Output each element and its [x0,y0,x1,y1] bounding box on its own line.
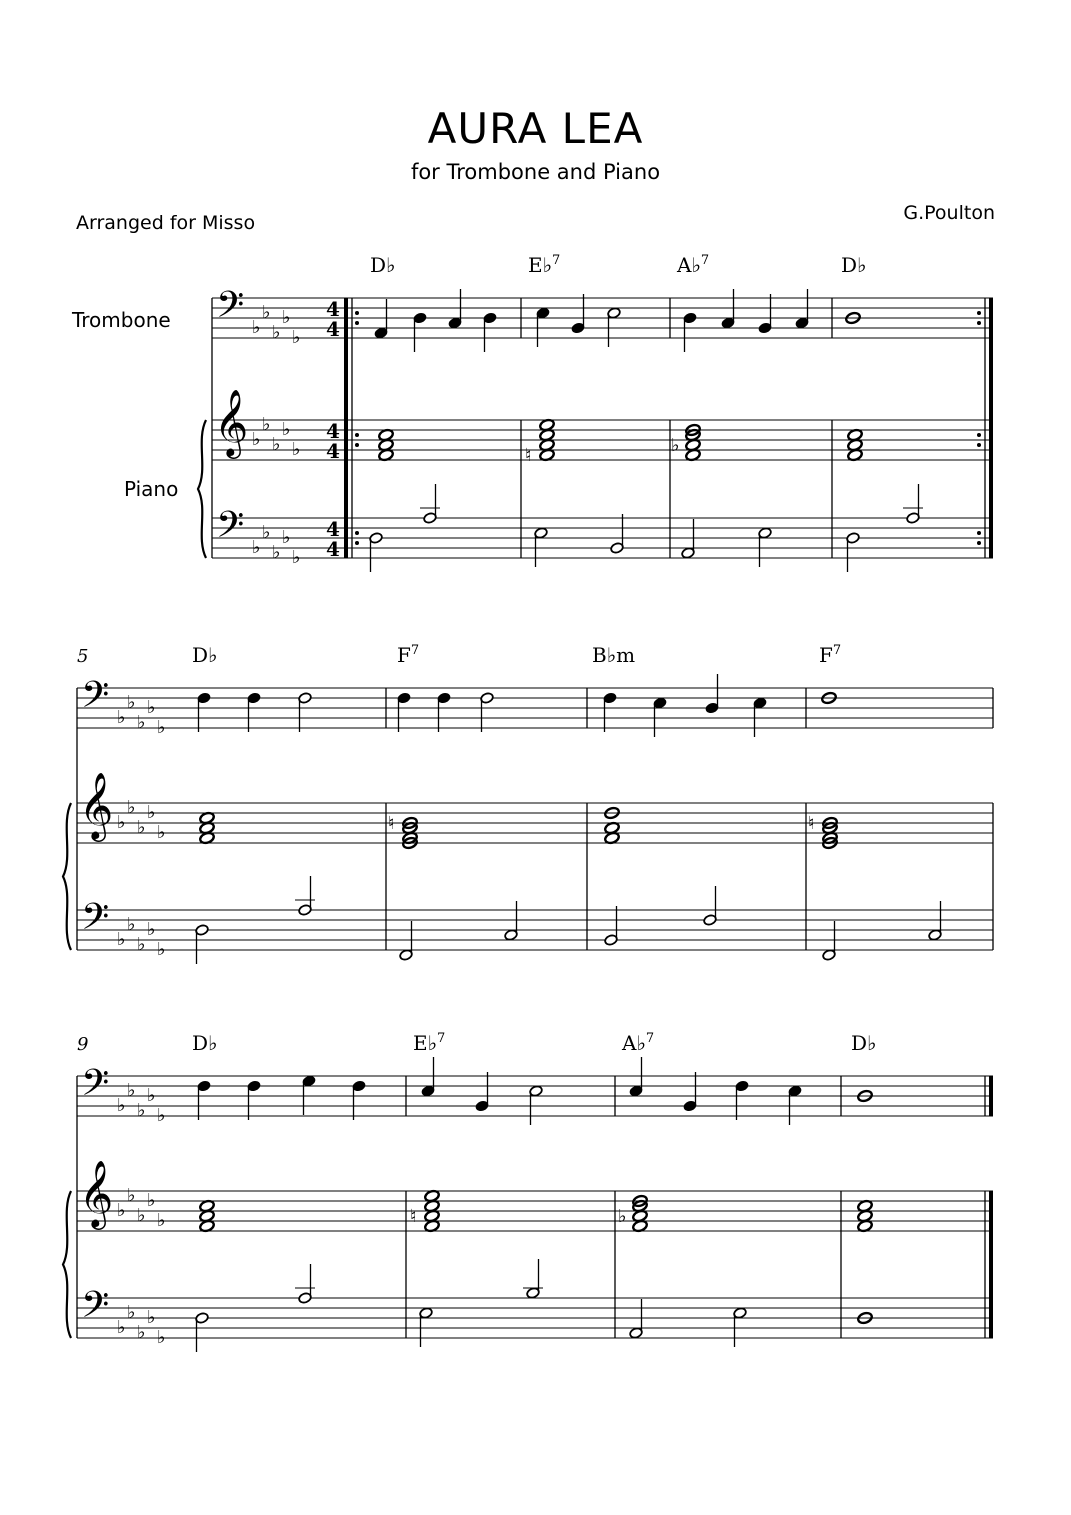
note [419,1307,433,1347]
key-flat: ♭ [262,414,271,435]
note [195,924,209,964]
note [822,921,836,961]
chord-symbol: $F^7$ [397,643,420,667]
flat-sign: ♭ [618,1206,627,1227]
final-thick-bar [989,1191,993,1338]
repeat-dot [977,321,981,325]
key-flat: ♭ [117,929,126,950]
time-signature-upper: 4 [326,297,340,321]
note [846,532,860,572]
note [437,692,451,732]
key-flat: ♭ [292,439,301,460]
note [197,692,211,732]
key-flat: ♭ [262,302,271,323]
key-flat: ♭ [292,327,301,348]
note [536,307,550,347]
key-flat: ♭ [137,1322,146,1343]
chord-notes [857,1199,873,1232]
time-signature-lower: 4 [326,439,340,463]
note [928,901,942,941]
key-flat: ♭ [117,812,126,833]
note [703,886,717,926]
repeat-dot [355,311,359,315]
chord-symbol: E♭$^7$ [528,253,561,277]
chord-symbol: E♭$^7$ [413,1031,446,1055]
key-flat: ♭ [147,1190,156,1211]
key-flat: ♭ [272,542,281,563]
key-flat: ♭ [117,707,126,728]
note [571,294,585,334]
time-signature-upper: 4 [326,419,340,443]
time-signature-upper: 4 [326,517,340,541]
key-flat: ♭ [117,1095,126,1116]
chord-notes [847,428,863,461]
note [529,1085,543,1125]
key-flat: ♭ [137,1205,146,1226]
chord-symbol: $F^7$ [819,643,842,667]
key-flat: ♭ [117,1200,126,1221]
key-flat: ♭ [252,317,261,338]
note [795,289,809,329]
repeat-dot [355,443,359,447]
chord-symbol: B♭m [592,643,636,667]
bass-clef: 𝄢 [81,896,110,947]
chord-notes [525,418,555,466]
chord-notes [378,428,394,461]
note [629,1299,643,1339]
final-thick-bar [989,1076,993,1116]
key-flat: ♭ [127,914,136,935]
note [735,1080,749,1120]
key-flat: ♭ [282,307,291,328]
repeat-dot [355,321,359,325]
note [483,312,497,352]
treble-clef: 𝄞 [79,771,114,839]
note [197,1080,211,1120]
repeat-dot [355,541,359,545]
note [721,289,735,329]
time-signature-lower: 4 [326,317,340,341]
chord-symbol: A♭$^7$ [677,253,710,277]
key-flat: ♭ [147,802,156,823]
note [448,289,462,329]
bass-clef: 𝄢 [81,1062,110,1113]
chord-notes [199,811,215,844]
trombone-label: Trombone [72,308,171,332]
key-flat: ♭ [127,1080,136,1101]
key-flat: ♭ [157,939,166,960]
time-signature-lower: 4 [326,537,340,561]
note [758,527,772,567]
key-flat: ♭ [157,1105,166,1126]
note [399,921,413,961]
note [195,1312,209,1352]
key-flat: ♭ [272,322,281,343]
chord-symbol: D♭ [841,253,867,277]
note [534,527,548,567]
key-flat: ♭ [262,522,271,543]
note [683,312,697,352]
note [298,692,312,732]
key-flat: ♭ [137,1100,146,1121]
natural-sign: ♮ [410,1206,417,1227]
note [247,692,261,732]
note [629,1057,643,1097]
key-flat: ♭ [147,1307,156,1328]
key-flat: ♭ [147,697,156,718]
note [681,519,695,559]
note [504,901,518,941]
treble-clef: 𝄞 [214,388,249,456]
note [607,307,621,347]
key-flat: ♭ [252,537,261,558]
measure-number: 5 [77,646,89,667]
repeat-dot [977,541,981,545]
key-flat: ♭ [282,527,291,548]
bass-clef: 𝄢 [216,504,245,555]
chord-symbol: A♭$^7$ [622,1031,655,1055]
piano-brace [198,420,206,558]
chord-notes [808,813,838,850]
repeat-dot [355,433,359,437]
note [788,1085,802,1125]
key-flat: ♭ [147,919,156,940]
key-flat: ♭ [137,934,146,955]
chord-notes [604,806,620,844]
key-flat: ♭ [147,1085,156,1106]
note [604,906,618,946]
repeat-thick-bar [344,298,348,558]
key-flat: ♭ [127,797,136,818]
repeat-dot [977,531,981,535]
key-flat: ♭ [117,1317,126,1338]
bass-clef: 𝄢 [216,284,245,335]
repeat-dot [977,433,981,437]
chord-notes [671,423,701,461]
natural-sign: ♮ [525,445,532,466]
note [610,514,624,554]
note [421,1057,435,1097]
score-subtitle: for Trombone and Piano [410,160,661,184]
bass-clef: 𝄢 [81,1284,110,1335]
key-flat: ♭ [272,434,281,455]
note [603,692,617,732]
measure-number: 9 [77,1034,89,1055]
repeat-thick-bar [989,298,993,558]
piano-brace [63,1191,71,1338]
natural-sign: ♮ [808,813,815,834]
key-flat: ♭ [252,429,261,450]
key-flat: ♭ [292,547,301,568]
chord-symbol: D♭ [851,1031,877,1055]
composer-credit: G.Poulton [903,202,995,224]
flat-sign: ♭ [671,435,680,456]
key-flat: ♭ [157,822,166,843]
piano-brace [63,803,71,950]
note [753,697,767,737]
repeat-dot [977,443,981,447]
note [302,1075,316,1115]
key-flat: ♭ [127,1185,136,1206]
note [705,674,719,714]
repeat-dot [977,311,981,315]
note [683,1072,697,1112]
chord-notes [199,1199,215,1232]
score-title: AURA LEA [427,104,644,153]
note [653,697,667,737]
chord-symbol: D♭ [192,1031,218,1055]
note [352,1080,366,1120]
key-flat: ♭ [127,692,136,713]
chord-symbol: D♭ [370,253,396,277]
repeat-dot [355,531,359,535]
note [480,692,494,732]
note [374,299,388,339]
note [758,294,772,334]
key-flat: ♭ [127,1302,136,1323]
key-flat: ♭ [157,717,166,738]
arranger-credit: Arranged for Misso [76,212,256,234]
note [397,692,411,732]
treble-clef: 𝄞 [79,1159,114,1227]
natural-sign: ♮ [388,813,395,834]
key-flat: ♭ [157,1327,166,1348]
note [733,1307,747,1347]
chord-notes [388,813,418,850]
note [523,1259,543,1299]
chord-symbol: D♭ [192,643,218,667]
piano-label: Piano [124,477,179,501]
key-flat: ♭ [137,817,146,838]
note [369,532,383,572]
chord-notes [618,1194,648,1232]
note [413,312,427,352]
key-flat: ♭ [282,419,291,440]
key-flat: ♭ [157,1210,166,1231]
bass-clef: 𝄢 [81,674,110,725]
note [247,1080,261,1120]
note [475,1072,489,1112]
key-flat: ♭ [137,712,146,733]
